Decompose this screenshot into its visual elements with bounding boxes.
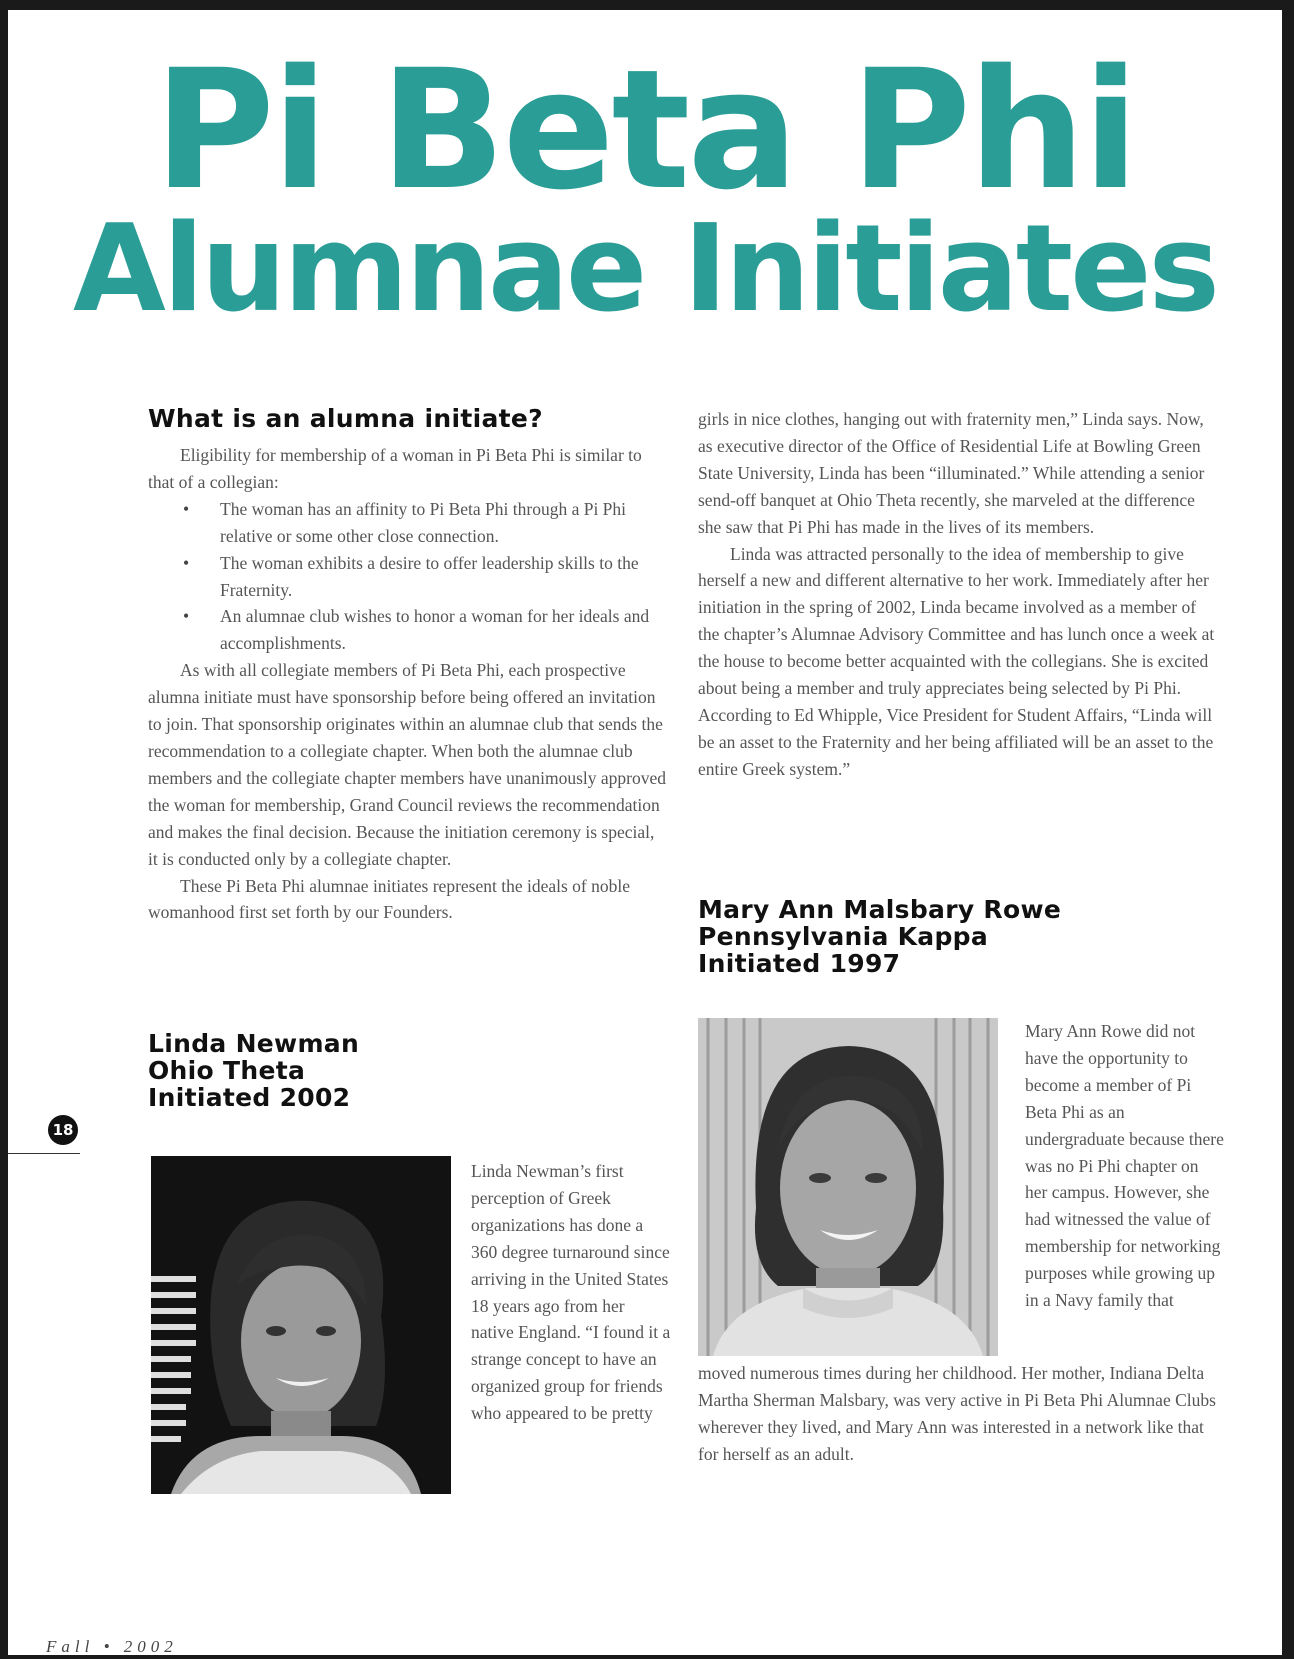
mary-name: Mary Ann Malsbary Rowe (698, 895, 1062, 924)
intro-heading: What is an alumna initiate? (148, 404, 543, 433)
intro-paragraph-2: As with all collegiate members of Pi Beta Phi, each prospective alumna initiate must have sponsorship before being offered an invitation to join. That sponsorship originates within an alumnae club that sends the recommendation to a collegiate chapter. When both the alumnae club members and the collegiate chapter members have unanimously approved the woman for membership, Grand Council reviews the recommendation and makes the final decision. Because the initiation ceremony is special, it is conducted only by a collegiate chapter. (148, 660, 667, 869)
intro-paragraph-3: These Pi Beta Phi alumnae initiates represent the ideals of noble womanhood first set forth by our Founders. (148, 875, 631, 923)
mary-photo (698, 1018, 998, 1356)
linda-paragraph-1: girls in nice clothes, hanging out with fraternity men,” Linda says. Now, as executive director of the Office of Residential Life at Bowling Green State University, Linda has been “illuminated.” While attending a senior send-off banquet at Ohio Theta recently, she marveled at the difference she saw that Pi Phi has made in the lives of its members. (698, 409, 1205, 537)
linda-continued-text (698, 406, 1216, 783)
mary-side-text: Mary Ann Rowe did not have the opportunity to become a member of Pi Beta Phi as an undergraduate because there was no Pi Phi chapter on her campus. However, she had witnessed the value of membership for networking purposes while growing up in a Navy family that (1025, 1021, 1224, 1311)
page-number-rule (8, 1153, 80, 1154)
intro-text (148, 442, 668, 926)
title-line-2: Alumnae Initiates (73, 200, 1217, 339)
intro-paragraph-1: Eligibility for membership of a woman in Pi Beta Phi is similar to that of a collegian: (148, 445, 642, 492)
list-item: • An alumnae club wishes to honor a woman for her ideals and accomplishments. (183, 603, 668, 657)
page-number-badge: 18 (48, 1115, 78, 1145)
linda-initiated: Initiated 2002 (148, 1083, 351, 1112)
magazine-page (8, 10, 1282, 1655)
issue-footer: Fall • 2002 (46, 1637, 178, 1656)
linda-photo (151, 1156, 451, 1494)
linda-heading (148, 1030, 359, 1111)
linda-paragraph-2: Linda was attracted personally to the idea of membership to give herself a new and different alternative to her work. Immediately after her initiation in the spring of 2002, Linda became involved as a member of the chapter’s Alumnae Advisory Committee and has lunch once a week at the house to become better acquainted with the collegians. She is excited about being a member and truly appreciates being selected by Pi Phi. According to Ed Whipple, Vice President for Student Affairs, “Linda will be an asset to the Fraternity and her being affiliated will be an asset to the entire Greek system.” (698, 543, 1215, 779)
list-item: • The woman has an affinity to Pi Beta Phi through a Pi Phi relative or some other close connection. (183, 496, 668, 550)
linda-side-text: Linda Newman’s first perception of Greek organizations has done a 360 degree turnaround since arriving in the United States 18 years ago from her native England. “I found it a strange concept to have an organized group for friends who appeared to be pretty (471, 1161, 671, 1424)
mary-initiated: Initiated 1997 (698, 949, 901, 978)
mary-heading (698, 896, 1061, 977)
eligibility-list (148, 496, 668, 657)
mary-chapter: Pennsylvania Kappa (698, 922, 989, 951)
list-item: • The woman exhibits a desire to offer leadership skills to the Fraternity. (183, 550, 668, 604)
linda-chapter: Ohio Theta (148, 1056, 306, 1085)
linda-name: Linda Newman (148, 1029, 360, 1058)
title-line-1: Pi Beta Phi (153, 34, 1137, 226)
mary-bottom-text: moved numerous times during her childhood. Her mother, Indiana Delta Martha Sherman Malsbary, was very active in Pi Beta Phi Alumnae Clubs wherever they lived, and Mary Ann was interested in a network like that for herself as an adult. (698, 1363, 1216, 1464)
